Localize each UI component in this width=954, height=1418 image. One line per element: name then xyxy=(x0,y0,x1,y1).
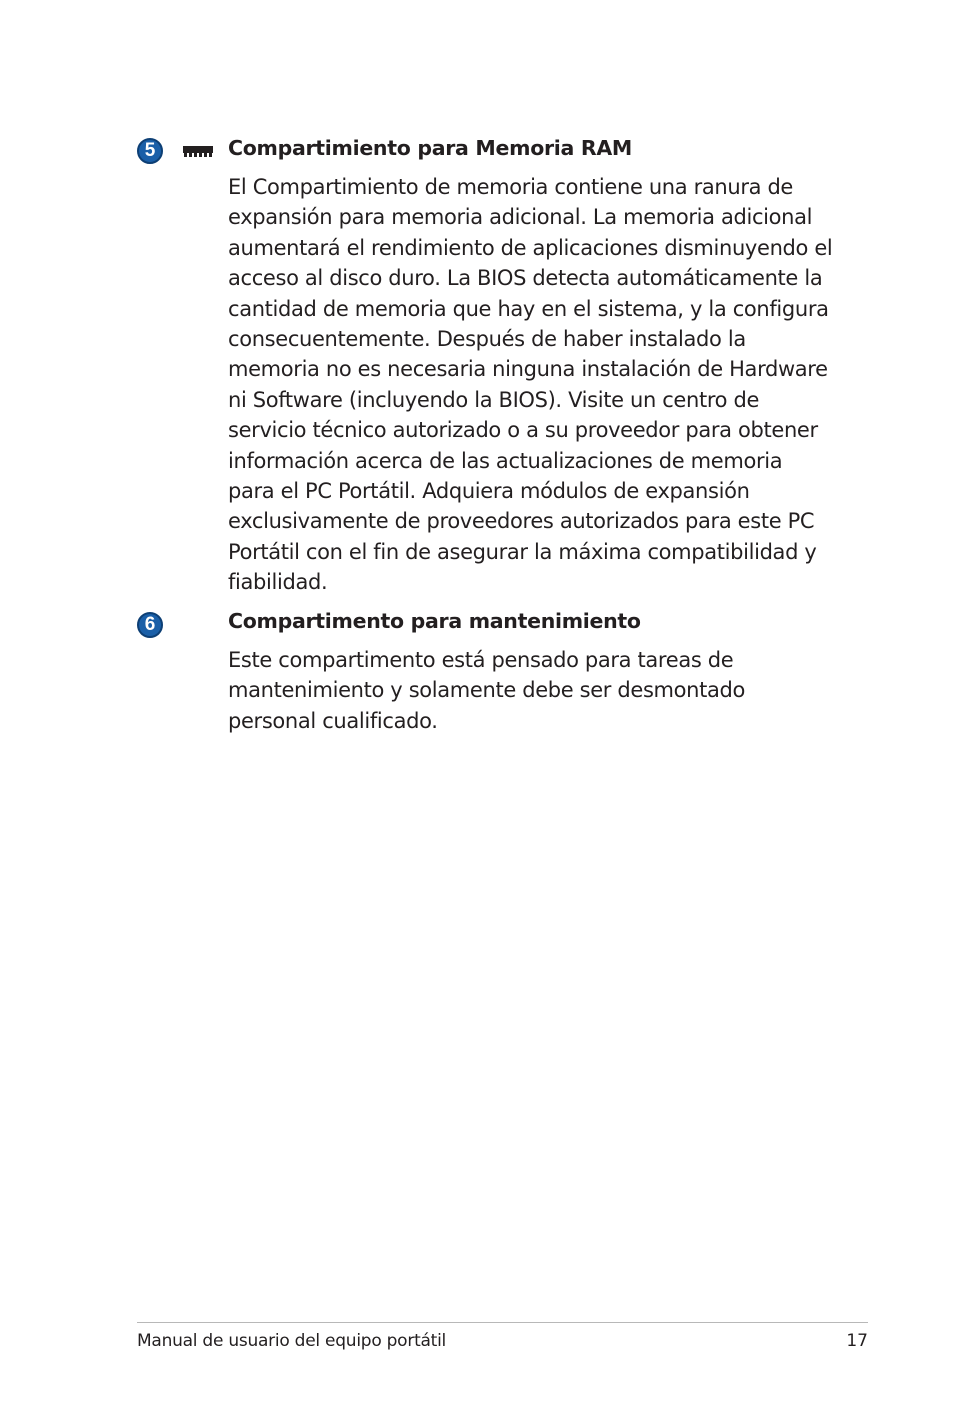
memory-module-icon xyxy=(182,143,214,159)
body-line: Portátil con el fin de asegurar la máxima compatibilidad y xyxy=(228,539,817,564)
footer-divider xyxy=(137,1322,868,1323)
callout-number-6: 6 xyxy=(137,612,163,638)
body-line: exclusivamente de proveedores autorizados para este PC xyxy=(228,509,815,534)
footer-manual-title: Manual de usuario del equipo portátil xyxy=(137,1331,447,1351)
body-line: consecuentemente. Después de haber instalado la xyxy=(228,327,746,352)
body-line: El Compartimiento de memoria contiene una ranura de xyxy=(228,175,794,199)
body-line: personal cualificado. xyxy=(228,708,438,733)
body-line: servicio técnico autorizado o a su proveedor para obtener xyxy=(228,418,818,443)
body-line: acceso al disco duro. La BIOS detecta automáticamente la xyxy=(228,266,823,291)
body-line: para el PC Portátil. Adquiera módulos de expansión xyxy=(228,479,750,504)
body-line: memoria no es necesaria ninguna instalación de Hardware xyxy=(228,357,828,382)
body-line: expansión para memoria adicional. La memoria adicional xyxy=(228,205,813,230)
body-line: fiabilidad. xyxy=(228,570,328,595)
body-line: aumentará el rendimiento de aplicaciones disminuyendo el xyxy=(228,235,833,260)
body-line: ni Software (incluyendo la BIOS). Visite un centro de xyxy=(228,387,760,412)
section-heading-maintenance: Compartimento para mantenimiento xyxy=(228,609,641,633)
body-line: información acerca de las actualizaciones de memoria xyxy=(228,448,783,473)
body-line: cantidad de memoria que hay en el sistema, y la configura xyxy=(228,296,829,321)
section-body-ram xyxy=(228,172,833,598)
section-heading-ram: Compartimiento para Memoria RAM xyxy=(228,136,633,160)
body-line: mantenimiento y solamente debe ser desmontado xyxy=(228,678,746,703)
callout-number-5: 5 xyxy=(137,138,163,164)
section-body-maintenance xyxy=(228,645,828,736)
body-line: Este compartimento está pensado para tareas de xyxy=(228,648,734,672)
footer-page-number: 17 xyxy=(846,1331,868,1351)
